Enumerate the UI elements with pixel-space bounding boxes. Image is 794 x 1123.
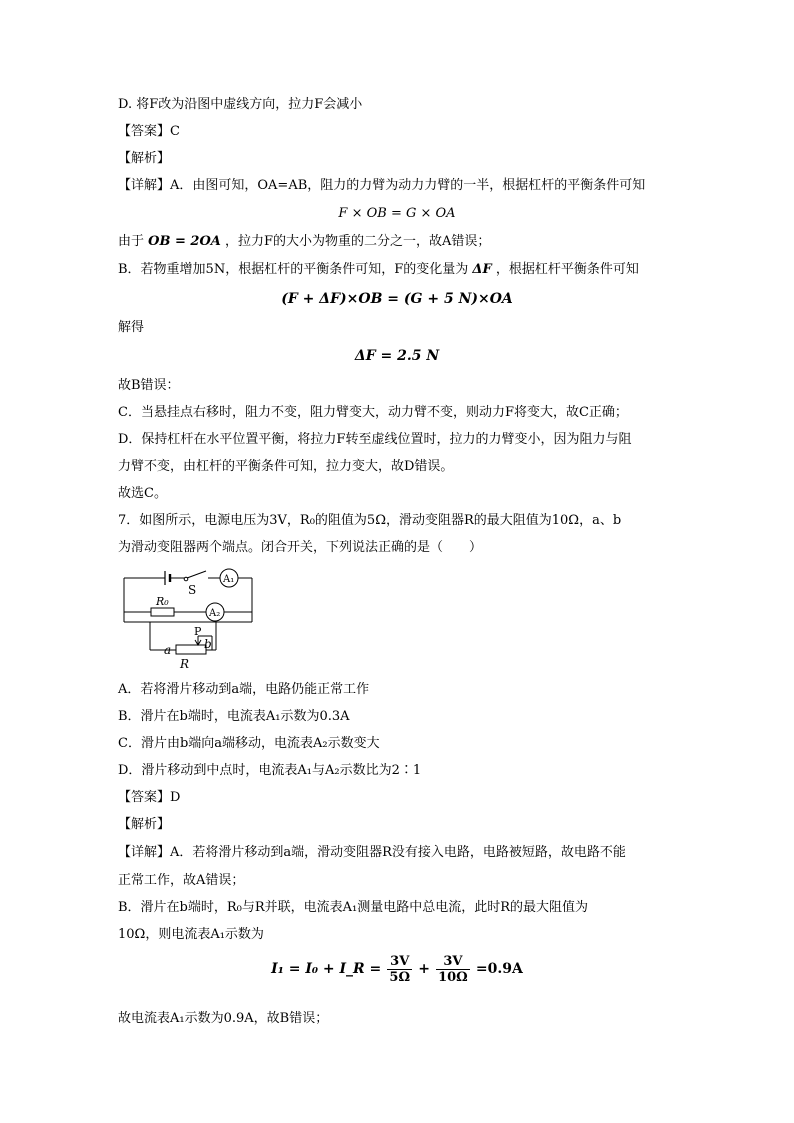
ammeter-a1-label: A₁ <box>223 574 235 585</box>
equation-1: F × OB = G × OA <box>338 206 456 221</box>
answer-label: 【答案】D <box>118 790 181 805</box>
question-7-line-1: 7．如图所示，电源电压为3V，R₀的阻值为5Ω，滑动变阻器R的最大阻值为10Ω，a、b <box>118 513 622 528</box>
text-segment: ，拉力F的大小为物重的二分之一，故A错误； <box>225 234 491 249</box>
option-c: C．滑片由b端向a端移动，电流表A₂示数变大 <box>118 736 380 751</box>
text-line: D．保持杠杆在水平位置平衡，将拉力F转至虚线位置时，拉力的力臂变小，因为阻力与阻 <box>118 432 632 447</box>
terminal-b-label: b <box>204 637 212 651</box>
text-line: 故选C。 <box>118 486 167 501</box>
option-a: A．若将滑片移动到a端，电路仍能正常工作 <box>118 682 370 697</box>
resistor-r0-label: R₀ <box>156 595 169 608</box>
inline-equation: OB = 2OA <box>148 234 221 249</box>
text-line: 故电流表A₁示数为0.9A，故B错误； <box>118 1011 329 1026</box>
terminal-a-label: a <box>164 643 172 657</box>
ammeter-a2-label: A₂ <box>209 608 221 619</box>
text-line <box>118 262 639 278</box>
equation-rhs: =0.9A <box>475 961 523 977</box>
detail-a: 【详解】A．由图可知，OA=AB，阻力的力臂为动力力臂的一半，根据杠杆的平衡条件可知 <box>118 178 646 193</box>
analysis-label: 【解析】 <box>118 151 171 166</box>
numerator: 3V <box>436 954 470 970</box>
fraction <box>436 954 470 985</box>
analysis-label: 【解析】 <box>118 817 171 832</box>
fraction <box>387 954 412 985</box>
text-segment: 由于 <box>118 234 145 249</box>
text-line: 正常工作，故A错误； <box>118 873 245 888</box>
equation-lhs: I₁ = I₀ + I_R = <box>271 961 382 977</box>
text-line: 解得 <box>118 320 145 335</box>
text-line <box>118 234 490 250</box>
text-line: 故B错误： <box>118 378 180 393</box>
option-d: D．滑片移动到中点时，电流表A₁与A₂示数比为2∶1 <box>118 763 422 778</box>
plus-sign: + <box>418 961 430 977</box>
question-7-line-2: 为滑动变阻器两个端点。闭合开关，下列说法正确的是（ ） <box>118 540 483 555</box>
text-line: 10Ω，则电流表A₁示数为 <box>118 927 264 942</box>
rheostat-r-label: R <box>180 657 190 671</box>
inline-equation: ΔF <box>472 262 492 277</box>
text-segment: B．若物重增加5N，根据杠杆的平衡条件可知，F的变化量为 <box>118 262 469 277</box>
answer-label: 【答案】C <box>118 124 180 139</box>
denominator: 10Ω <box>438 970 468 985</box>
text-line: 力臂不变，由杠杆的平衡条件可知，拉力变大，故D错误。 <box>118 459 454 474</box>
switch-label: S <box>188 583 197 597</box>
denominator: 5Ω <box>389 970 411 985</box>
option-d-previous: D. 将F改为沿图中虚线方向，拉力F会减小 <box>118 97 363 112</box>
circuit-diagram <box>118 562 258 672</box>
equation-4 <box>0 954 794 985</box>
text-segment: ，根据杠杆平衡条件可知 <box>495 262 639 277</box>
equation-2: (F + ΔF)×OB = (G + 5 N)×OA <box>281 291 513 307</box>
option-b: B．滑片在b端时，电流表A₁示数为0.3A <box>118 709 350 724</box>
text-line: C．当悬挂点右移时，阻力不变，阻力臂变大，动力臂不变，则动力F将变大，故C正确； <box>118 405 628 420</box>
equation-3: ΔF = 2.5 N <box>354 348 440 364</box>
text-line: B．滑片在b端时，R₀与R并联，电流表A₁测量电路中总电流，此时R的最大阻值为 <box>118 900 589 915</box>
slider-p-label: P <box>194 625 202 638</box>
text-line: 【详解】A．若将滑片移动到a端，滑动变阻器R没有接入电路，电路被短路，故电路不能 <box>118 845 626 860</box>
numerator: 3V <box>387 954 412 970</box>
